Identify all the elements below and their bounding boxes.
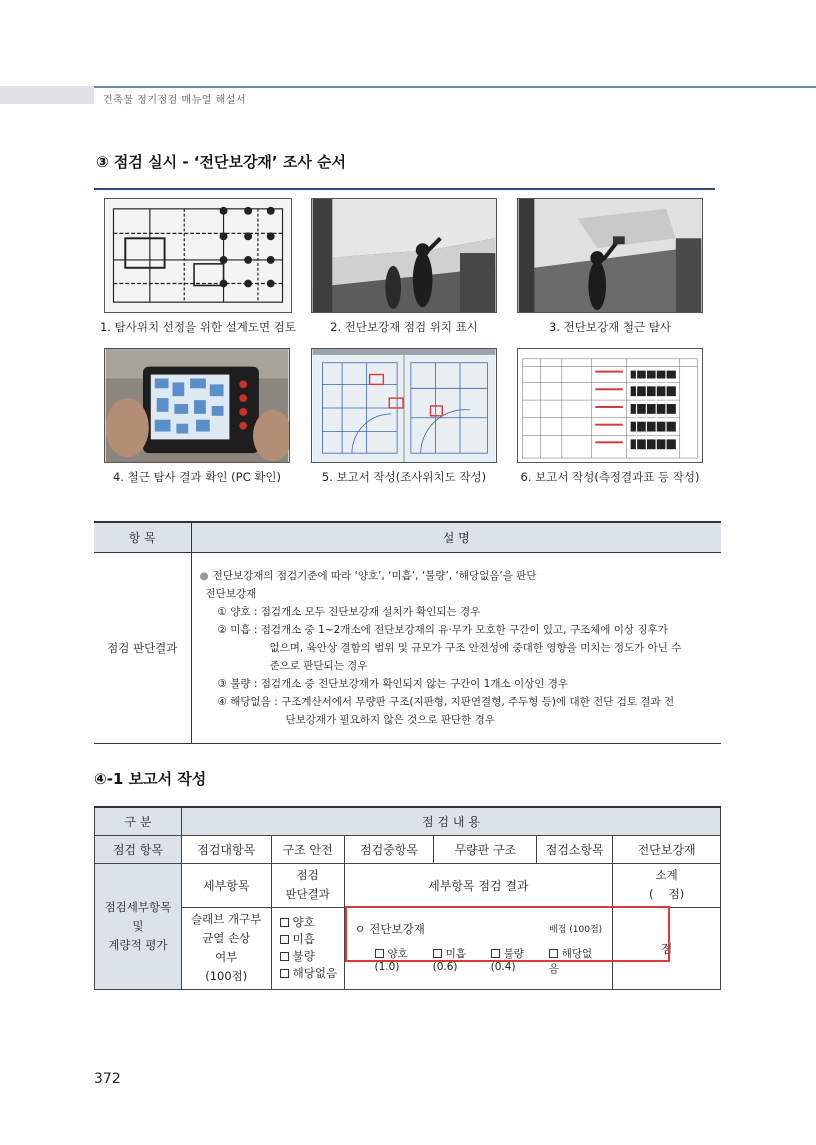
- detail-item-cell: 슬래브 개구부 균열 손상 여부 (100점): [181, 907, 271, 989]
- judgment-criteria-table: [94, 521, 721, 744]
- location-drawing-image: [311, 348, 497, 463]
- bullet-icon: ●: [199, 569, 209, 582]
- subtotal-header: 소계 ( 점): [613, 863, 721, 907]
- checkbox-insufficient[interactable]: 미흡: [280, 931, 344, 948]
- checkbox-icon[interactable]: [491, 949, 500, 958]
- result-sheet-image: [517, 348, 703, 463]
- section-title: ③ 점검 실시 - ‘전단보강재’ 조사 순서: [96, 153, 347, 171]
- major-item-value: 구조 안전: [271, 835, 344, 863]
- criterion-insufficient-cont2: 준으로 판단되는 경우: [269, 659, 368, 672]
- result-option-good[interactable]: 양호(1.0): [374, 947, 408, 973]
- row-label-inspection-item: 점검 항목: [95, 835, 182, 863]
- checkbox-icon[interactable]: [549, 949, 558, 958]
- scanner-device-image: [104, 348, 290, 463]
- judgment-result-header: 점검 판단결과: [271, 863, 344, 907]
- page-number: 372: [94, 1071, 121, 1087]
- criterion-poor: ③ 불량 : 점검개소 중 전단보강재가 확인되지 않는 구간이 1개소 이상인 경우: [217, 677, 568, 690]
- row-label-judgment: 점검 판단결과: [94, 552, 191, 743]
- criterion-not-applicable-cont: 단보강재가 필요하지 않은 것으로 판단한 경우: [285, 713, 495, 726]
- result-option-poor[interactable]: 불량(0.4): [490, 947, 524, 973]
- checkbox-not-applicable[interactable]: 해당없음: [280, 965, 344, 982]
- criterion-good: ① 양호 : 점검개소 모두 전단보강재 설치가 확인되는 경우: [217, 605, 481, 618]
- description-subject: 전단보강재: [205, 587, 257, 600]
- result-option-not-applicable[interactable]: 해당없음: [548, 947, 593, 975]
- judgment-description: [191, 552, 721, 743]
- criterion-not-applicable: ④ 해당없음 : 구조계산서에서 무량판 구조(지판형, 지판연결형, 주두형 등)에 대한 전단 검토 결과 전: [217, 695, 675, 708]
- result-subject: ㅇ 전단보강재: [354, 921, 425, 936]
- detail-item-header: 세부항목: [181, 863, 271, 907]
- major-item-label: 점검대항목: [181, 835, 271, 863]
- middle-item-label: 점검중항목: [344, 835, 434, 863]
- rebar-scanning-image: [517, 198, 703, 313]
- photo-caption-6: 6. 보고서 작성(측정결과표 등 작성): [520, 470, 700, 484]
- photo-caption-3: 3. 전단보강재 철근 탐사: [549, 320, 671, 334]
- header-inspection-content: 점 검 내 용: [181, 807, 720, 835]
- result-score: 배점 (100점): [549, 925, 603, 935]
- ceiling-marking-image: [311, 198, 497, 313]
- photo-caption-2: 2. 전단보강재 점검 위치 표시: [330, 320, 478, 334]
- criterion-insufficient: ② 미흡 : 점검개소 중 1~2개소에 전단보강재의 유·무가 모호한 구간이 있고, 구조체에 이상 징후가: [217, 623, 668, 636]
- checkbox-icon[interactable]: [433, 949, 442, 958]
- subsection-title: ④-1 보고서 작성: [94, 770, 207, 788]
- running-title: 건축물 정기점검 매뉴얼 해설서: [103, 95, 247, 106]
- detail-result-cell: [344, 907, 613, 989]
- col-header-item: 항 목: [94, 522, 191, 552]
- checkbox-good[interactable]: 양호: [280, 914, 344, 931]
- subtotal-cell: 점: [613, 907, 721, 989]
- checkbox-icon[interactable]: [375, 949, 384, 958]
- col-header-description: 설 명: [191, 522, 721, 552]
- checkbox-icon[interactable]: [280, 935, 289, 944]
- photo-caption-4: 4. 철근 탐사 결과 확인 (PC 확인): [113, 470, 281, 484]
- checkbox-icon[interactable]: [280, 952, 289, 961]
- header-tab: [0, 86, 94, 104]
- criterion-insufficient-cont: 없으며, 육안상 결함의 범위 및 규모가 구조 안전성에 중대한 영향을 미치는 정도가 아닌 수: [269, 641, 682, 654]
- header-rule: [94, 86, 816, 88]
- minor-item-value: 전단보강재: [613, 835, 721, 863]
- middle-item-value: 무량판 구조: [434, 835, 537, 863]
- checkbox-icon[interactable]: [280, 969, 289, 978]
- result-option-insufficient[interactable]: 미흡(0.6): [432, 947, 466, 973]
- header-gubun: 구 분: [95, 807, 182, 835]
- photo-caption-1: 1. 탐사위치 선정을 위한 설계도면 검토: [100, 320, 296, 334]
- photo-caption-5: 5. 보고서 작성(조사위치도 작성): [321, 470, 487, 484]
- minor-item-label: 점검소항목: [537, 835, 613, 863]
- section-rule: [94, 188, 715, 190]
- checkbox-icon[interactable]: [280, 918, 289, 927]
- row-label-detail-evaluation: 점검세부항목 및 계량적 평가: [95, 863, 182, 989]
- description-lead: ● 전단보강재의 점검기준에 따라 ‘양호’, ‘미흡’, ‘불량’, ‘해당없음’을 판단: [199, 569, 537, 582]
- detail-result-header: 세부항목 점검 결과: [344, 863, 613, 907]
- checkbox-poor[interactable]: 불량: [280, 948, 344, 965]
- report-table: [94, 806, 721, 990]
- judgment-checkboxes: [271, 907, 344, 989]
- floor-plan-image: [104, 198, 292, 313]
